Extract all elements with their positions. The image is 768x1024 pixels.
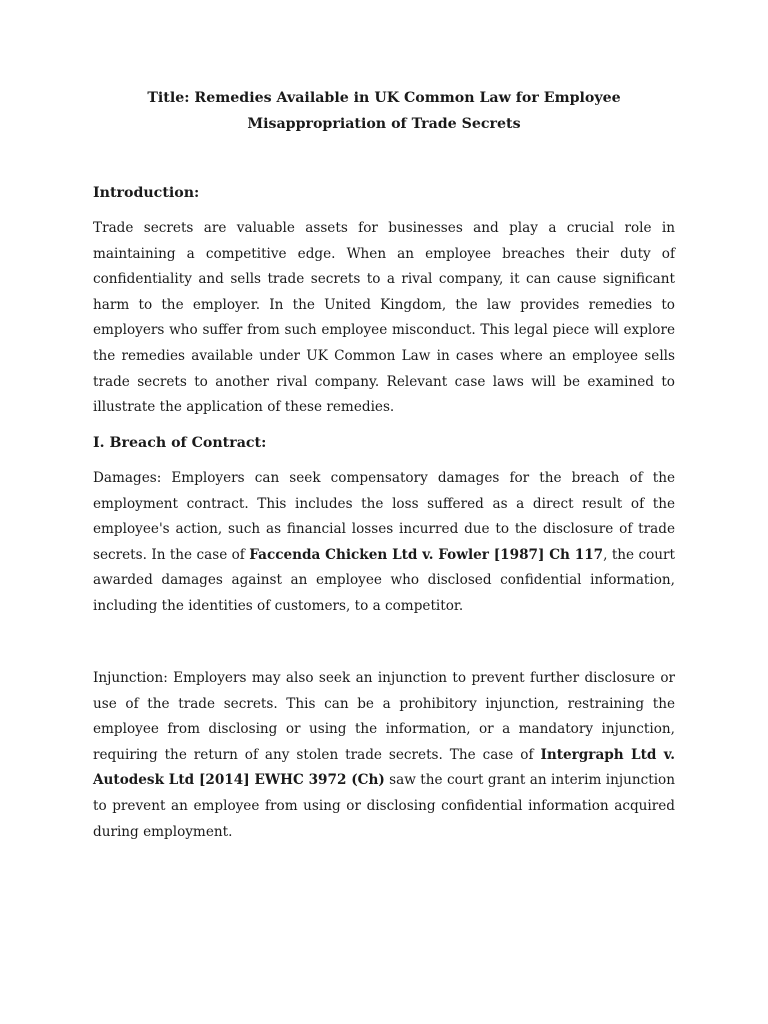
injunction-text-continued: saw the court grant an interim injunction to prevent an employee from using or disclosing confidential information acquired during employment. <box>93 772 675 840</box>
damages-paragraph <box>93 466 675 620</box>
injunction-text: Injunction: Employers may also seek an injunction to prevent further disclosure or use of the trade secrets. This can be a prohibitory injunction, restraining the employee from disclosing or using the information, or a mandatory injunction, requiring the return of any stolen trade secrets. The case of <box>93 670 675 763</box>
breach-of-contract-heading: I. Breach of Contract: <box>93 435 267 451</box>
introduction-paragraph: Trade secrets are valuable assets for businesses and play a crucial role in maintaining a competitive edge. When an employee breaches their duty of confidentiality and sells trade secrets to a rival company, it can cause significant harm to the employer. In the United Kingdom, the law provides remedies to employers who suffer from such employee misconduct. This legal piece will explore the remedies available under UK Common Law in cases where an employee sells trade secrets to another rival company. Relevant case laws will be examined to illustrate the application of these remedies. <box>93 220 675 416</box>
title-line-1: Title: Remedies Available in UK Common Law for Employee <box>147 90 621 106</box>
injunction-case-citation: Intergraph Ltd v. Autodesk Ltd [2014] EWHC 3972 (Ch) <box>93 746 675 789</box>
damages-text-continued: , the court awarded damages against an employee who disclosed confidential information, including the identities of customers, to a competitor. <box>93 546 676 614</box>
damages-text: Damages: Employers can seek compensatory damages for the breach of the employment contract. This includes the loss suffered as a direct result of the employee's action, such as financial losses incurred due to the disclosure of trade secrets. In the case of <box>93 470 675 563</box>
document-title <box>93 85 675 137</box>
introduction-heading: Introduction: <box>93 185 200 201</box>
title-line-2: Misappropriation of Trade Secrets <box>247 116 521 132</box>
injunction-paragraph <box>93 666 675 845</box>
damages-case-citation: Faccenda Chicken Ltd v. Fowler [1987] Ch 117 <box>249 546 604 563</box>
